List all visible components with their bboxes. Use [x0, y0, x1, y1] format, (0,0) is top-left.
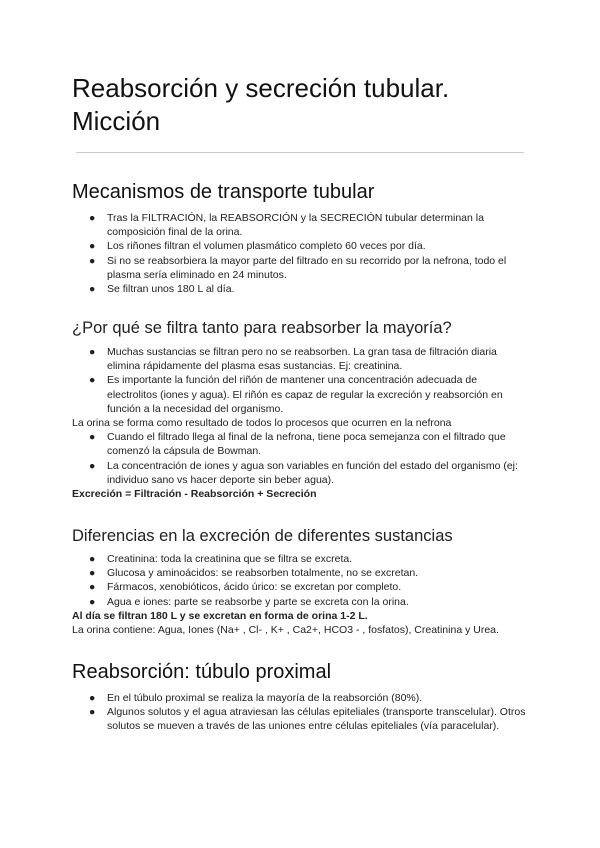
- title-divider: [76, 152, 524, 153]
- section-differences-body: [72, 552, 528, 637]
- section-heading-transport: Mecanismos de transporte tubular: [72, 181, 375, 203]
- bullet-icon: ●: [89, 553, 96, 565]
- bullet-icon: ●: [89, 374, 96, 387]
- list-item: ● La concentración de iones y agua son variables en función del estado del organismo (ej: individuo sano vs hacer deporte sin beber agua).: [89, 459, 518, 486]
- bullet-list: [72, 345, 528, 416]
- bullet-icon: ●: [89, 346, 96, 358]
- bullet-icon: ●: [89, 459, 96, 472]
- bullet-icon: ●: [89, 581, 96, 594]
- bullet-icon: ●: [89, 567, 96, 580]
- list-item: ● Se filtran unos 180 L al día.: [89, 283, 235, 296]
- bullet-list: [72, 211, 528, 296]
- bullet-icon: ●: [89, 254, 96, 267]
- list-item: ● Muchas sustancias se filtran pero no se reabsorben. La gran tasa de filtración diaria elimina rápidamente del plasma esas sustancias. Ej: creatinina.: [89, 346, 497, 373]
- bullet-icon: ●: [89, 706, 96, 719]
- list-item: ● Fármacos, xenobióticos, ácido úrico: se excretan por completo.: [89, 581, 402, 594]
- list-item: ● Es importante la función del riñón de mantener una concentración adecuada de electrolitos (iones y agua). El riñón es capaz de regular la excreción y reabsorción en función a la necesidad del organismo.: [89, 374, 503, 415]
- paragraph-orina: La orina se forma como resultado de todos lo procesos que ocurren en la nefrona: [72, 417, 452, 430]
- section-heading-why-filter: ¿Por qué se filtra tanto para reabsorber la mayoría?: [72, 319, 452, 337]
- page-title: Reabsorción y secreción tubular. Micción: [72, 73, 450, 136]
- list-item: ● Si no se reabsorbiera la mayor parte del filtrado en su recorrido por la nefrona, todo el plasma sería eliminado en 24 minutos.: [89, 254, 507, 281]
- urine-contents: La orina contiene: Agua, Iones (Na+ , Cl- , K+ , Ca2+, HCO3 - , fosfatos), Creatinina y Urea.: [72, 624, 499, 637]
- bullet-list: [72, 552, 528, 609]
- bullet-icon: ●: [89, 240, 96, 253]
- section-heading-proximal: Reabsorción: túbulo proximal: [72, 661, 332, 683]
- excretion-formula: Excreción = Filtración - Reabsorción + Secreción: [72, 488, 317, 501]
- bullet-icon: ●: [89, 212, 96, 224]
- list-item: ● Agua e iones: parte se reabsorbe y parte se excreta con la orina.: [89, 595, 409, 608]
- bullet-icon: ●: [89, 431, 96, 444]
- section-heading-differences: Diferencias en la excreción de diferentes sustancias: [72, 527, 453, 545]
- list-item: ● Glucosa y aminoácidos: se reabsorben totalmente, no se excretan.: [89, 567, 419, 580]
- bullet-icon: ●: [89, 595, 96, 608]
- section-proximal-body: [72, 691, 528, 734]
- daily-filtration-note: Al día se filtran 180 L y se excretan en forma de orina 1-2 L.: [72, 609, 368, 622]
- list-item: ● Cuando el filtrado llega al final de la nefrona, tiene poca semejanza con el filtrado que comenzó la cápsula de Bowman.: [89, 431, 506, 458]
- section-transport-body: [72, 211, 528, 296]
- bullet-icon: ●: [89, 692, 96, 704]
- list-item: ● Creatinina: toda la creatinina que se filtra se excreta.: [89, 553, 353, 565]
- list-item: ● Algunos solutos y el agua atraviesan las células epiteliales (transporte transcelular). Otros solutos se mueven a través de las uniones entre células epiteliales (vía paracelular).: [89, 706, 526, 733]
- bullet-list: [72, 691, 528, 734]
- bullet-icon: ●: [89, 283, 96, 296]
- bullet-list: [72, 430, 528, 487]
- list-item: ● En el túbulo proximal se realiza la mayoría de la reabsorción (80%).: [89, 692, 423, 704]
- list-item: ● Tras la FILTRACIÓN, la REABSORCIÓN y la SECRECIÓN tubular determinan la composición final de la orina.: [89, 212, 484, 239]
- list-item: ● Los riñones filtran el volumen plasmático completo 60 veces por día.: [89, 240, 426, 253]
- section-why-filter-body: [72, 345, 528, 501]
